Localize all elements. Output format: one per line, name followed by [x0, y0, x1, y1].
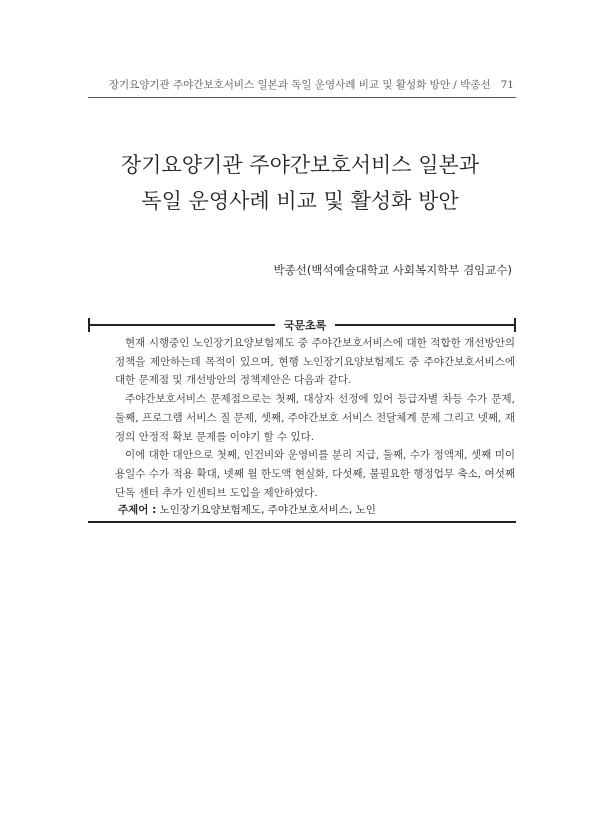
keywords — [118, 502, 518, 517]
running-header — [60, 77, 514, 92]
title-line-1: 장기요양기관 주야간보호서비스 일본과 — [120, 153, 480, 177]
abstract-label: 국문초록 — [283, 319, 327, 332]
abstract-bottom-rule — [88, 521, 516, 523]
author-line: 박종선(백석예술대학교 사회복지학부 겸임교수) — [273, 263, 512, 277]
abstract-paragraph-2: 주야간보호서비스 문제점으로는 첫째, 대상자 선정에 있어 등급자별 차등 수가 문제, 둘째, 프로그램 서비스 질 문제, 셋째, 주야간보호 서비스 전달체계 문제 그리고 넷째, 재정의 안정적 확보 문제를 이야기 할 수 있다. — [115, 393, 515, 443]
title-line-2: 독일 운영사례 비교 및 활성화 방안 — [141, 189, 459, 213]
abstract-rule-right — [335, 324, 516, 326]
page-number: 71 — [500, 79, 514, 91]
running-title: 장기요양기관 주야간보호서비스 일본과 독일 운영사례 비교 및 활성화 방안 / 박종선 — [108, 79, 491, 91]
keywords-value: 노인장기요양보험제도, 주야간보호서비스, 노인 — [159, 504, 376, 516]
abstract-rule-left — [88, 324, 275, 326]
abstract-body — [115, 334, 515, 502]
abstract-paragraph-1: 현재 시행중인 노인장기요양보험제도 중 주야간보호서비스에 대한 적합한 개선방안의 정책을 제안하는데 목적이 있으며, 현행 노인장기요양보험제도 중 주야간보호서비스에 대한 문제점 및 개선방안의 정책제안은 다음과 같다. — [115, 337, 515, 387]
abstract-header — [88, 318, 516, 332]
abstract-paragraph-3: 이에 대한 대안으로 첫째, 인건비와 운영비를 분리 지급, 둘째, 수가 정액제, 셋째 미이용일수 수가 적용 확대, 넷째 월 한도액 현실화, 다섯째, 불필요한 행정업무 축소, 여섯째 단독 센터 추가 인센티브 도입을 제안하였다. — [115, 449, 515, 499]
header-divider — [88, 97, 516, 98]
abstract-rule-cap-right — [514, 318, 516, 332]
article-title — [60, 147, 540, 219]
keywords-label: 주제어 : — [118, 504, 157, 516]
